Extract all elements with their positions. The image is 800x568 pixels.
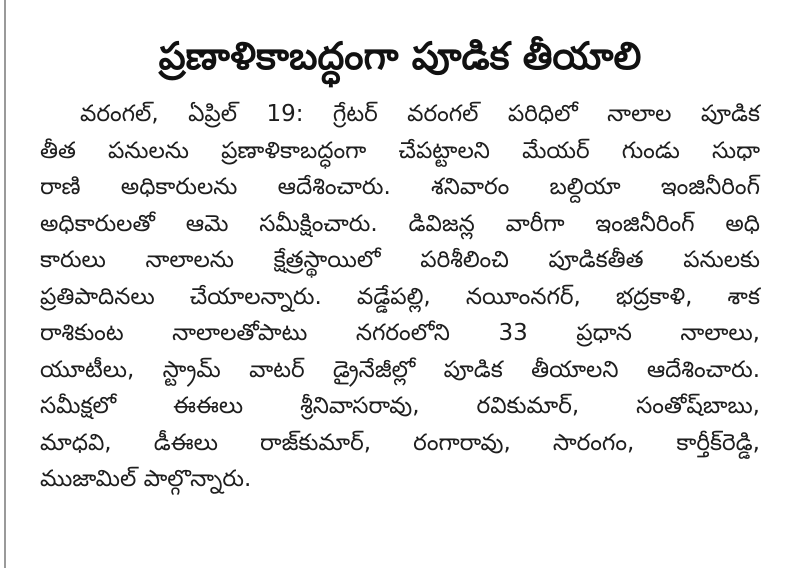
body-line: మాధవి, డీఈలు రాజ్‌కుమార్, రంగారావు, సారంగం, కార్తీక్‌రెడ్డి, xyxy=(40,429,760,456)
body-line: సమీక్షలో ఈఈలు శ్రీనివాసరావు, రవికుమార్, సంతోష్‌బాబు, xyxy=(40,393,760,419)
body-line: కారులు నాలాలను క్షేత్రస్థాయిలో పరిశీలించి పూడికతీత పనులకు xyxy=(40,247,760,273)
body-line: ముజామిల్ పాల్గొన్నారు. xyxy=(40,466,252,492)
column-rule xyxy=(4,0,6,568)
article-body xyxy=(40,96,760,498)
body-line: వరంగల్, ఏప్రిల్ 19: గ్రేటర్ వరంగల్ పరిధిలో నాలాల పూడిక xyxy=(80,101,760,127)
article-headline: ప్రణాళికాబద్ధంగా పూడిక తీయాలి xyxy=(158,34,642,78)
body-line: ప్రతిపాదినలు చేయాలన్నారు. వడ్డేపల్లి, నయీంనగర్, భద్రకాళి, శాక xyxy=(40,283,760,310)
body-line: తీత పనులను ప్రణాళికాబద్ధంగా చేపట్టాలని మేయర్ గుండు సుధా xyxy=(40,137,760,164)
body-line: అధికారులతో ఆమె సమీక్షించారు. డివిజన్ల వారీగా ఇంజినీరింగ్ అధి xyxy=(40,210,760,237)
body-line: రాశికుంట నాలాలతోపాటు నగరంలోని 33 ప్రధాన నాలాలు, xyxy=(40,320,760,346)
body-line: యూటీలు, స్ట్రామ్ వాటర్ డ్రైనేజీల్లో పూడిక తీయాలని ఆదేశించారు. xyxy=(40,356,760,383)
body-line: రాణి అధికారులను ఆదేశించారు. శనివారం బల్దియా ఇంజినీరింగ్ xyxy=(40,174,760,200)
